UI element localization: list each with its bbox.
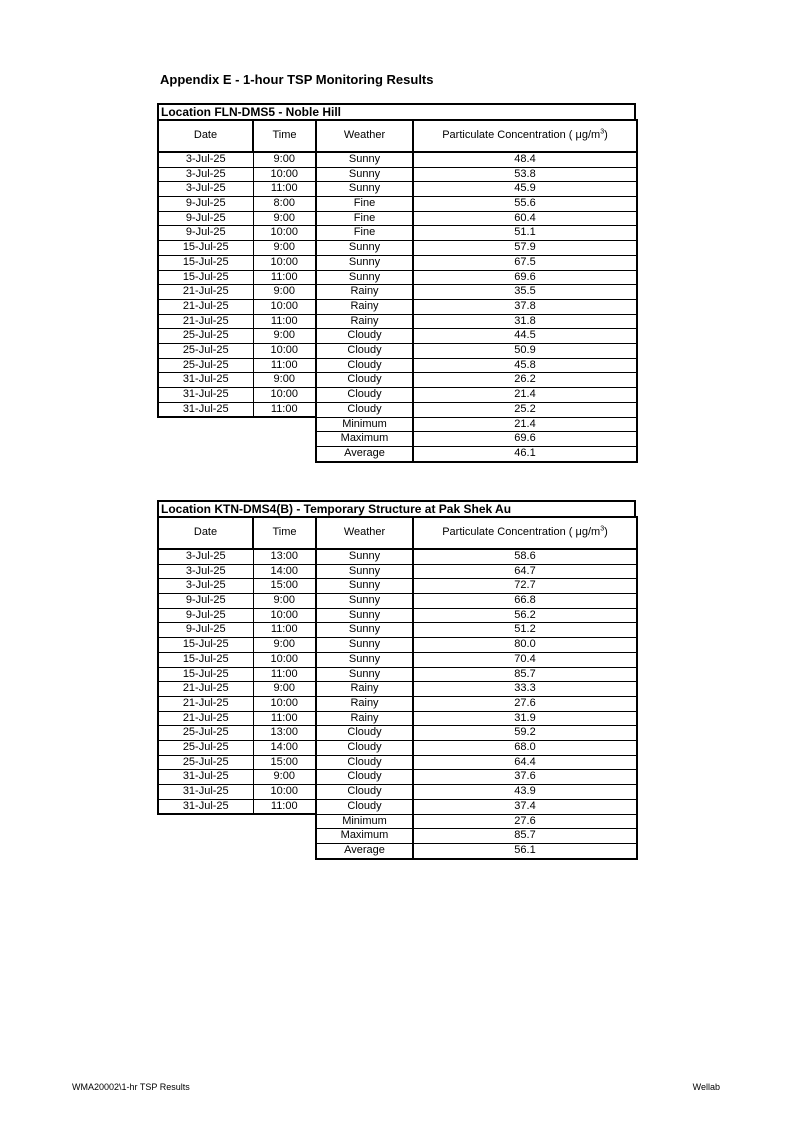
summary-spacer bbox=[158, 432, 316, 447]
concentration-cell: 57.9 bbox=[413, 241, 637, 256]
time-cell: 9:00 bbox=[253, 373, 316, 388]
concentration-cell: 45.9 bbox=[413, 182, 637, 197]
summary-label: Maximum bbox=[316, 829, 413, 844]
concentration-header: Particulate Concentration ( $\mu g/m^3$) bbox=[413, 120, 637, 152]
table-row bbox=[158, 755, 637, 770]
concentration-cell: 55.6 bbox=[413, 197, 637, 212]
table-row bbox=[158, 726, 637, 741]
weather-cell: Sunny bbox=[316, 638, 413, 653]
table-row bbox=[158, 167, 637, 182]
weather-cell: Sunny bbox=[316, 241, 413, 256]
time-cell: 14:00 bbox=[253, 564, 316, 579]
concentration-cell: 37.6 bbox=[413, 770, 637, 785]
concentration-cell: 58.6 bbox=[413, 549, 637, 564]
table-row bbox=[158, 314, 637, 329]
time-cell: 8:00 bbox=[253, 197, 316, 212]
date-cell: 3-Jul-25 bbox=[158, 167, 253, 182]
date-cell: 3-Jul-25 bbox=[158, 579, 253, 594]
weather-cell: Sunny bbox=[316, 549, 413, 564]
date-cell: 15-Jul-25 bbox=[158, 638, 253, 653]
summary-row bbox=[158, 844, 637, 859]
date-cell: 15-Jul-25 bbox=[158, 270, 253, 285]
summary-label: Minimum bbox=[316, 814, 413, 829]
weather-cell: Cloudy bbox=[316, 358, 413, 373]
concentration-cell: 31.8 bbox=[413, 314, 637, 329]
header-row bbox=[158, 517, 637, 549]
time-cell: 9:00 bbox=[253, 770, 316, 785]
table-row bbox=[158, 343, 637, 358]
weather-cell: Cloudy bbox=[316, 388, 413, 403]
table-row bbox=[158, 623, 637, 638]
concentration-cell: 48.4 bbox=[413, 152, 637, 167]
weather-cell: Rainy bbox=[316, 285, 413, 300]
weather-cell: Fine bbox=[316, 197, 413, 212]
time-cell: 10:00 bbox=[253, 696, 316, 711]
concentration-cell: 51.1 bbox=[413, 226, 637, 241]
concentration-cell: 43.9 bbox=[413, 785, 637, 800]
table-row bbox=[158, 696, 637, 711]
table-row bbox=[158, 608, 637, 623]
date-cell: 9-Jul-25 bbox=[158, 197, 253, 212]
concentration-cell: 33.3 bbox=[413, 682, 637, 697]
summary-value: 21.4 bbox=[413, 417, 637, 432]
weather-cell: Sunny bbox=[316, 167, 413, 182]
date-header: Date bbox=[158, 120, 253, 152]
weather-cell: Sunny bbox=[316, 667, 413, 682]
table-row bbox=[158, 226, 637, 241]
weather-cell: Cloudy bbox=[316, 402, 413, 417]
time-cell: 10:00 bbox=[253, 652, 316, 667]
location-table-2 bbox=[157, 500, 636, 860]
date-cell: 21-Jul-25 bbox=[158, 285, 253, 300]
concentration-cell: 59.2 bbox=[413, 726, 637, 741]
date-cell: 21-Jul-25 bbox=[158, 314, 253, 329]
time-cell: 10:00 bbox=[253, 299, 316, 314]
date-cell: 31-Jul-25 bbox=[158, 799, 253, 814]
date-cell: 9-Jul-25 bbox=[158, 594, 253, 609]
date-cell: 15-Jul-25 bbox=[158, 667, 253, 682]
table-row bbox=[158, 549, 637, 564]
date-cell: 15-Jul-25 bbox=[158, 255, 253, 270]
time-cell: 10:00 bbox=[253, 167, 316, 182]
table-row bbox=[158, 241, 637, 256]
weather-cell: Rainy bbox=[316, 696, 413, 711]
table-row bbox=[158, 182, 637, 197]
concentration-cell: 37.8 bbox=[413, 299, 637, 314]
date-cell: 31-Jul-25 bbox=[158, 402, 253, 417]
weather-cell: Sunny bbox=[316, 152, 413, 167]
time-cell: 10:00 bbox=[253, 388, 316, 403]
summary-value: 69.6 bbox=[413, 432, 637, 447]
time-cell: 10:00 bbox=[253, 608, 316, 623]
time-cell: 11:00 bbox=[253, 314, 316, 329]
concentration-cell: 64.7 bbox=[413, 564, 637, 579]
weather-cell: Cloudy bbox=[316, 755, 413, 770]
time-cell: 9:00 bbox=[253, 241, 316, 256]
date-header: Date bbox=[158, 517, 253, 549]
concentration-cell: 25.2 bbox=[413, 402, 637, 417]
footer-file-reference: WMA20002\1-hr TSP Results bbox=[72, 1082, 190, 1092]
concentration-cell: 45.8 bbox=[413, 358, 637, 373]
table-row bbox=[158, 579, 637, 594]
date-cell: 21-Jul-25 bbox=[158, 299, 253, 314]
table-row bbox=[158, 270, 637, 285]
header-row bbox=[158, 120, 637, 152]
concentration-cell: 72.7 bbox=[413, 579, 637, 594]
weather-cell: Cloudy bbox=[316, 799, 413, 814]
weather-cell: Cloudy bbox=[316, 740, 413, 755]
weather-cell: Fine bbox=[316, 226, 413, 241]
concentration-cell: 56.2 bbox=[413, 608, 637, 623]
weather-cell: Sunny bbox=[316, 623, 413, 638]
weather-cell: Rainy bbox=[316, 299, 413, 314]
concentration-cell: 44.5 bbox=[413, 329, 637, 344]
time-cell: 11:00 bbox=[253, 358, 316, 373]
concentration-cell: 80.0 bbox=[413, 638, 637, 653]
date-cell: 25-Jul-25 bbox=[158, 343, 253, 358]
concentration-cell: 67.5 bbox=[413, 255, 637, 270]
time-cell: 10:00 bbox=[253, 785, 316, 800]
date-cell: 25-Jul-25 bbox=[158, 755, 253, 770]
date-cell: 25-Jul-25 bbox=[158, 726, 253, 741]
time-cell: 9:00 bbox=[253, 285, 316, 300]
time-cell: 9:00 bbox=[253, 682, 316, 697]
date-cell: 9-Jul-25 bbox=[158, 623, 253, 638]
summary-label: Maximum bbox=[316, 432, 413, 447]
table-row bbox=[158, 711, 637, 726]
weather-cell: Sunny bbox=[316, 564, 413, 579]
concentration-cell: 51.2 bbox=[413, 623, 637, 638]
table-row bbox=[158, 255, 637, 270]
location-title: Location KTN-DMS4(B) - Temporary Structure at Pak Shek Au bbox=[157, 500, 636, 516]
table-row bbox=[158, 594, 637, 609]
summary-label: Average bbox=[316, 447, 413, 462]
summary-spacer bbox=[158, 829, 316, 844]
summary-value: 27.6 bbox=[413, 814, 637, 829]
date-cell: 3-Jul-25 bbox=[158, 182, 253, 197]
concentration-cell: 26.2 bbox=[413, 373, 637, 388]
summary-value: 56.1 bbox=[413, 844, 637, 859]
weather-header: Weather bbox=[316, 517, 413, 549]
summary-label: Minimum bbox=[316, 417, 413, 432]
table-row bbox=[158, 638, 637, 653]
weather-cell: Cloudy bbox=[316, 770, 413, 785]
table-row bbox=[158, 197, 637, 212]
time-cell: 10:00 bbox=[253, 255, 316, 270]
concentration-cell: 50.9 bbox=[413, 343, 637, 358]
table-row bbox=[158, 388, 637, 403]
concentration-cell: 85.7 bbox=[413, 667, 637, 682]
summary-spacer bbox=[158, 417, 316, 432]
concentration-cell: 35.5 bbox=[413, 285, 637, 300]
time-cell: 9:00 bbox=[253, 638, 316, 653]
table-row bbox=[158, 373, 637, 388]
time-cell: 13:00 bbox=[253, 726, 316, 741]
concentration-cell: 37.4 bbox=[413, 799, 637, 814]
concentration-header: Particulate Concentration ( $\mu g/m^3$) bbox=[413, 517, 637, 549]
table-row bbox=[158, 785, 637, 800]
summary-spacer bbox=[158, 814, 316, 829]
concentration-cell: 64.4 bbox=[413, 755, 637, 770]
date-cell: 21-Jul-25 bbox=[158, 682, 253, 697]
summary-spacer bbox=[158, 447, 316, 462]
table-row bbox=[158, 358, 637, 373]
date-cell: 9-Jul-25 bbox=[158, 211, 253, 226]
time-cell: 11:00 bbox=[253, 667, 316, 682]
table-row bbox=[158, 652, 637, 667]
weather-cell: Cloudy bbox=[316, 329, 413, 344]
weather-cell: Fine bbox=[316, 211, 413, 226]
time-cell: 11:00 bbox=[253, 799, 316, 814]
time-cell: 15:00 bbox=[253, 755, 316, 770]
table-row bbox=[158, 740, 637, 755]
time-cell: 11:00 bbox=[253, 270, 316, 285]
summary-row bbox=[158, 432, 637, 447]
concentration-cell: 31.9 bbox=[413, 711, 637, 726]
table-row bbox=[158, 299, 637, 314]
date-cell: 31-Jul-25 bbox=[158, 770, 253, 785]
table-row bbox=[158, 211, 637, 226]
date-cell: 21-Jul-25 bbox=[158, 696, 253, 711]
concentration-cell: 69.6 bbox=[413, 270, 637, 285]
time-cell: 15:00 bbox=[253, 579, 316, 594]
summary-label: Average bbox=[316, 844, 413, 859]
summary-row bbox=[158, 829, 637, 844]
footer-company: Wellab bbox=[692, 1082, 720, 1092]
date-cell: 21-Jul-25 bbox=[158, 711, 253, 726]
time-header: Time bbox=[253, 517, 316, 549]
date-cell: 3-Jul-25 bbox=[158, 152, 253, 167]
weather-cell: Cloudy bbox=[316, 343, 413, 358]
summary-row bbox=[158, 447, 637, 462]
table-row bbox=[158, 564, 637, 579]
time-cell: 11:00 bbox=[253, 623, 316, 638]
time-cell: 9:00 bbox=[253, 329, 316, 344]
table-row bbox=[158, 770, 637, 785]
date-cell: 9-Jul-25 bbox=[158, 608, 253, 623]
document-title: Appendix E - 1-hour TSP Monitoring Results bbox=[160, 72, 434, 87]
table-row bbox=[158, 799, 637, 814]
weather-cell: Sunny bbox=[316, 579, 413, 594]
weather-cell: Rainy bbox=[316, 682, 413, 697]
date-cell: 25-Jul-25 bbox=[158, 329, 253, 344]
summary-value: 46.1 bbox=[413, 447, 637, 462]
concentration-cell: 60.4 bbox=[413, 211, 637, 226]
date-cell: 3-Jul-25 bbox=[158, 549, 253, 564]
date-cell: 25-Jul-25 bbox=[158, 740, 253, 755]
date-cell: 9-Jul-25 bbox=[158, 226, 253, 241]
table-row bbox=[158, 402, 637, 417]
concentration-cell: 68.0 bbox=[413, 740, 637, 755]
weather-cell: Cloudy bbox=[316, 785, 413, 800]
weather-cell: Sunny bbox=[316, 652, 413, 667]
summary-row bbox=[158, 417, 637, 432]
table-row bbox=[158, 682, 637, 697]
weather-cell: Cloudy bbox=[316, 726, 413, 741]
location-table-1 bbox=[157, 103, 636, 463]
date-cell: 15-Jul-25 bbox=[158, 241, 253, 256]
time-cell: 9:00 bbox=[253, 152, 316, 167]
table-row bbox=[158, 329, 637, 344]
concentration-cell: 27.6 bbox=[413, 696, 637, 711]
date-cell: 25-Jul-25 bbox=[158, 358, 253, 373]
time-cell: 10:00 bbox=[253, 226, 316, 241]
time-cell: 9:00 bbox=[253, 211, 316, 226]
weather-cell: Sunny bbox=[316, 594, 413, 609]
weather-cell: Sunny bbox=[316, 608, 413, 623]
concentration-cell: 66.8 bbox=[413, 594, 637, 609]
weather-cell: Sunny bbox=[316, 255, 413, 270]
weather-cell: Sunny bbox=[316, 182, 413, 197]
weather-header: Weather bbox=[316, 120, 413, 152]
time-cell: 13:00 bbox=[253, 549, 316, 564]
time-cell: 10:00 bbox=[253, 343, 316, 358]
date-cell: 31-Jul-25 bbox=[158, 388, 253, 403]
concentration-cell: 53.8 bbox=[413, 167, 637, 182]
summary-spacer bbox=[158, 844, 316, 859]
date-cell: 31-Jul-25 bbox=[158, 373, 253, 388]
table-row bbox=[158, 285, 637, 300]
time-cell: 11:00 bbox=[253, 711, 316, 726]
summary-row bbox=[158, 814, 637, 829]
weather-cell: Rainy bbox=[316, 314, 413, 329]
date-cell: 15-Jul-25 bbox=[158, 652, 253, 667]
table-row bbox=[158, 152, 637, 167]
concentration-cell: 21.4 bbox=[413, 388, 637, 403]
time-header: Time bbox=[253, 120, 316, 152]
time-cell: 11:00 bbox=[253, 402, 316, 417]
weather-cell: Cloudy bbox=[316, 373, 413, 388]
location-title: Location FLN-DMS5 - Noble Hill bbox=[157, 103, 636, 119]
time-cell: 9:00 bbox=[253, 594, 316, 609]
weather-cell: Rainy bbox=[316, 711, 413, 726]
date-cell: 3-Jul-25 bbox=[158, 564, 253, 579]
time-cell: 14:00 bbox=[253, 740, 316, 755]
summary-value: 85.7 bbox=[413, 829, 637, 844]
date-cell: 31-Jul-25 bbox=[158, 785, 253, 800]
results-table bbox=[157, 119, 638, 463]
time-cell: 11:00 bbox=[253, 182, 316, 197]
results-table bbox=[157, 516, 638, 860]
concentration-cell: 70.4 bbox=[413, 652, 637, 667]
table-row bbox=[158, 667, 637, 682]
weather-cell: Sunny bbox=[316, 270, 413, 285]
